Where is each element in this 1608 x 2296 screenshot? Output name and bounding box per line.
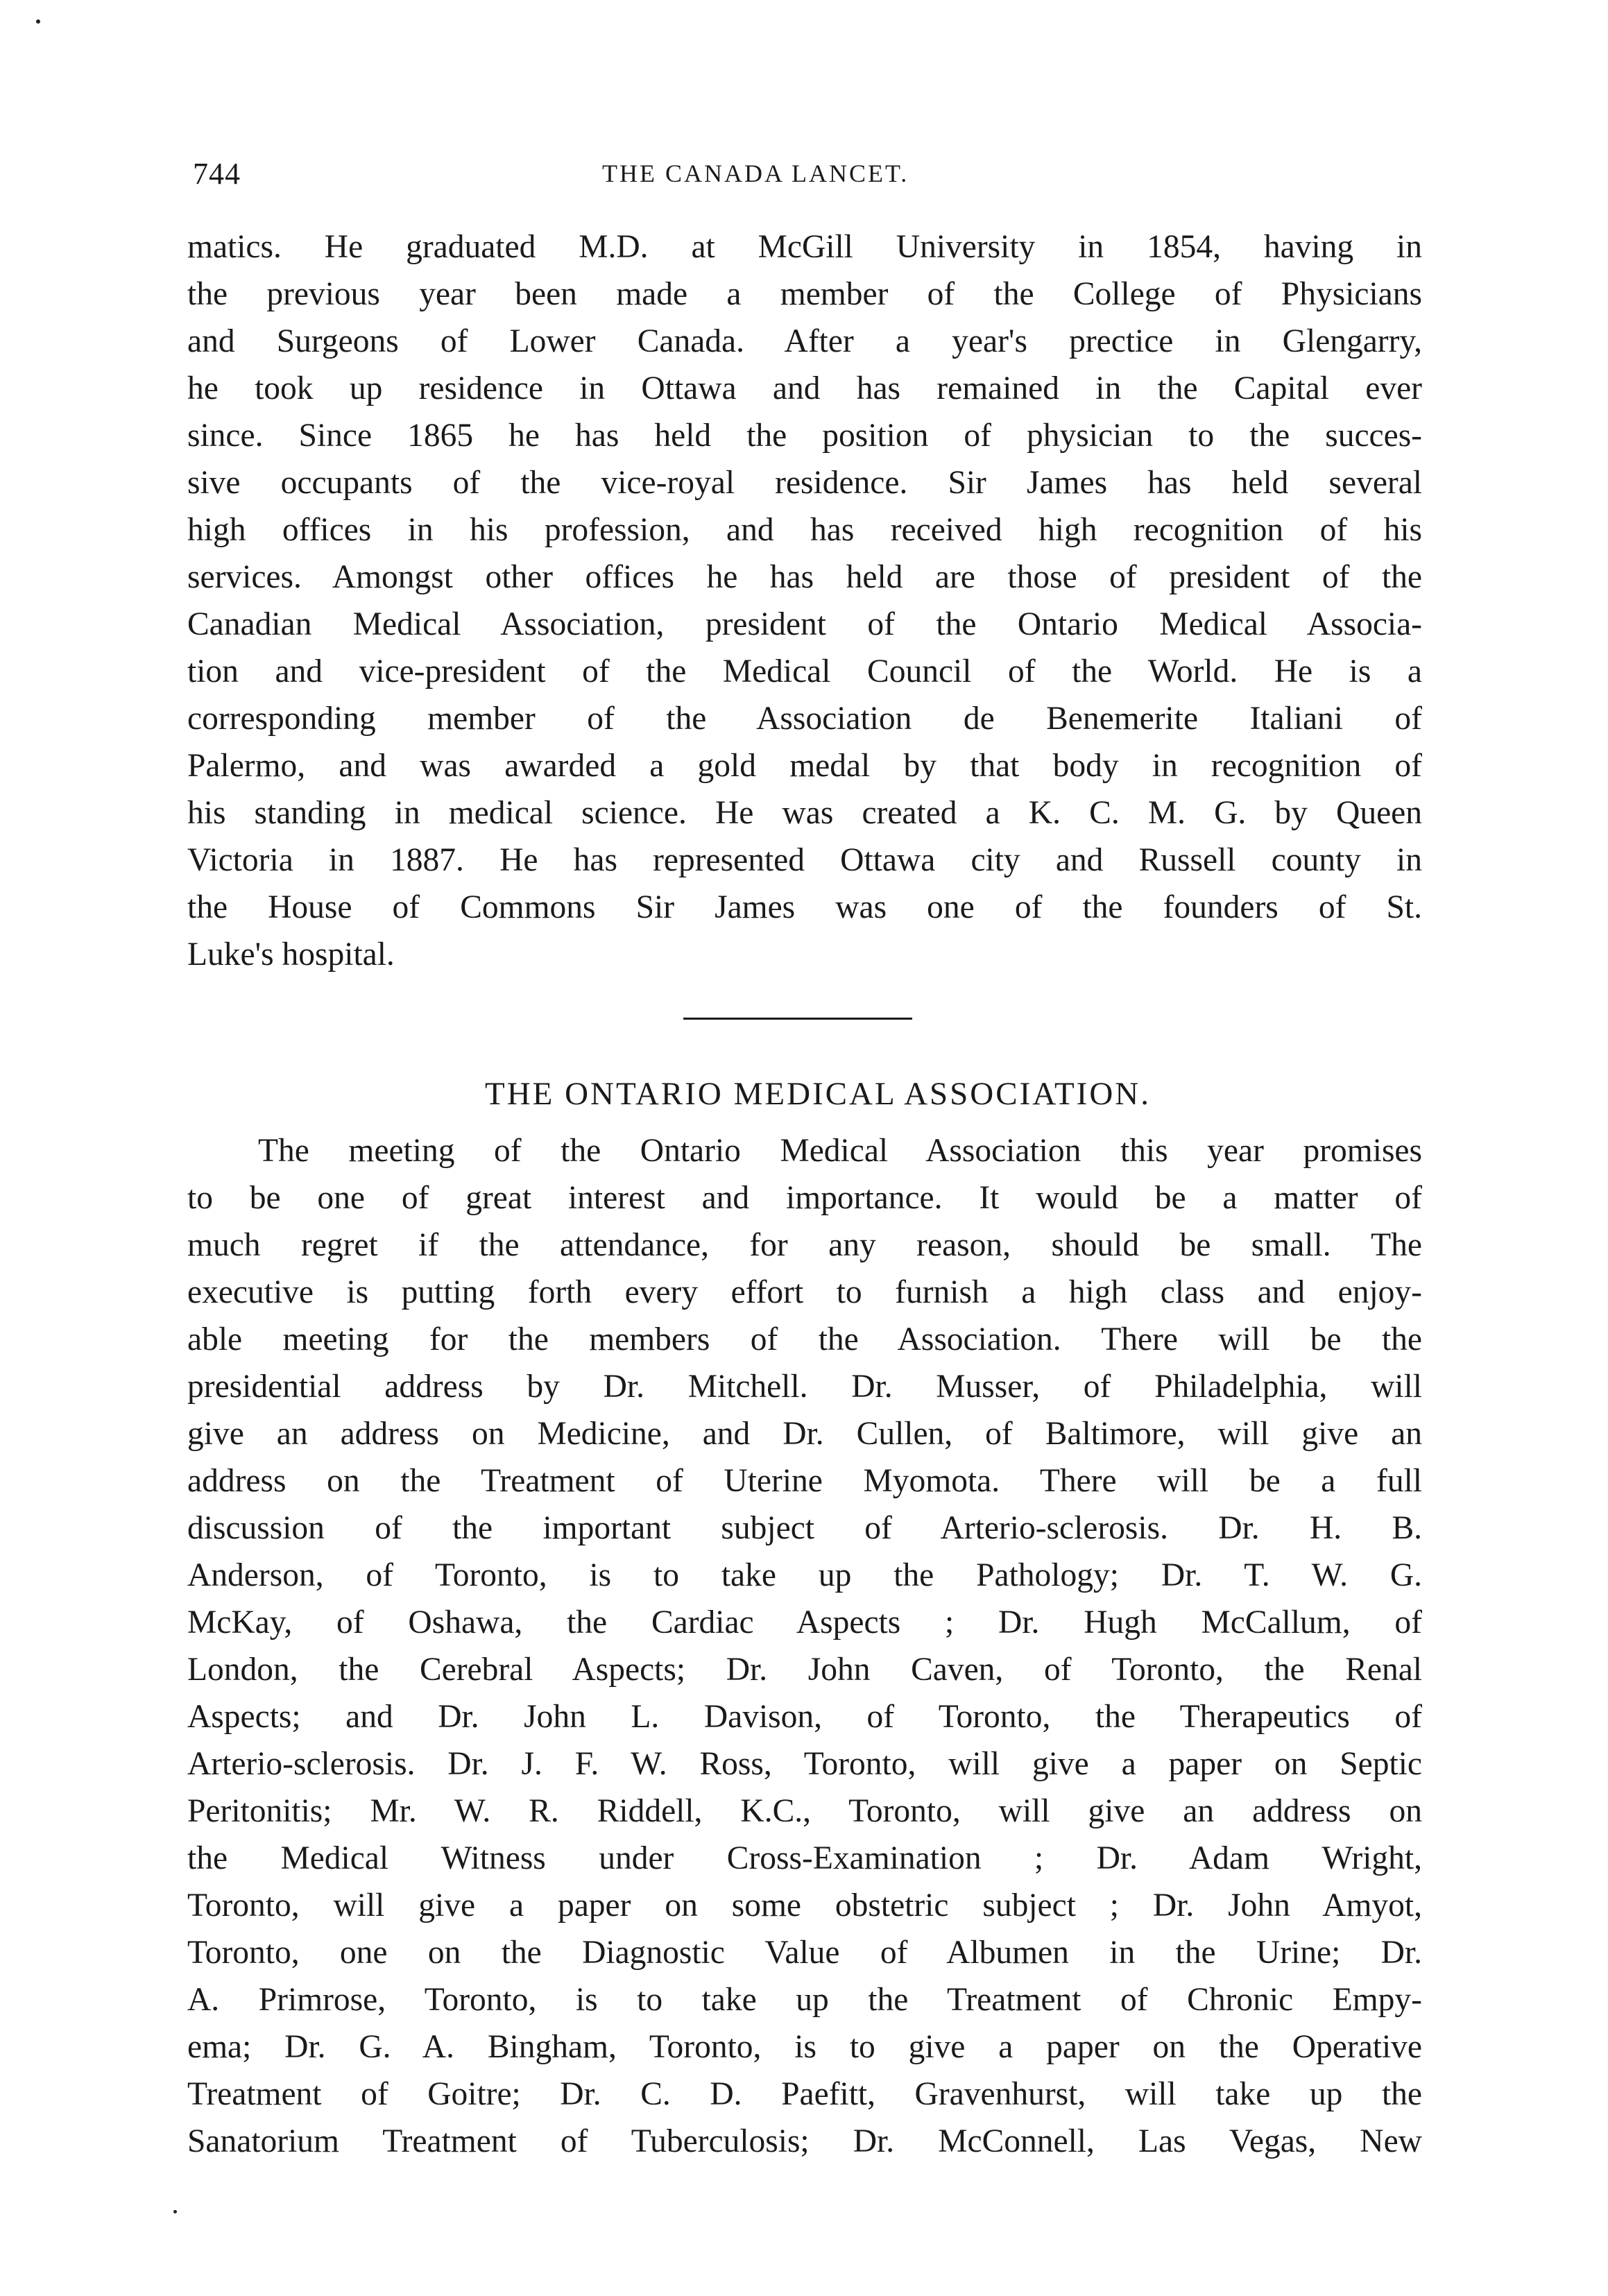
text-line: Sanatorium Treatment of Tuberculosis; Dr. McConnell, Las Vegas, New [187, 2123, 1422, 2159]
print-speck-top [36, 19, 40, 24]
text-line: McKay, of Oshawa, the Cardiac Aspects ; Dr. Hugh McCallum, of [187, 1604, 1422, 1640]
text-line: his standing in medical science. He was created a K. C. M. G. by Queen [187, 795, 1422, 831]
text-line: to be one of great interest and importance. It would be a matter of [187, 1180, 1422, 1216]
text-line: the Medical Witness under Cross-Examination ; Dr. Adam Wright, [187, 1840, 1422, 1876]
text-line: matics. He graduated M.D. at McGill University in 1854, having in [187, 229, 1422, 265]
text-line: A. Primrose, Toronto, is to take up the Treatment of Chronic Empy- [187, 1982, 1422, 2018]
text-line: Canadian Medical Association, president of the Ontario Medical Associa- [187, 606, 1422, 642]
page-header [193, 156, 1407, 198]
text-line: ema; Dr. G. A. Bingham, Toronto, is to give a paper on the Operative [187, 2029, 1422, 2065]
text-line: sive occupants of the vice-royal residence. Sir James has held several [187, 465, 1422, 501]
text-line: the House of Commons Sir James was one of the founders of St. [187, 889, 1422, 925]
text-line: address on the Treatment of Uterine Myomota. There will be a full [187, 1463, 1422, 1499]
text-line: presidential address by Dr. Mitchell. Dr. Musser, of Philadelphia, will [187, 1369, 1422, 1405]
text-line: tion and vice-president of the Medical Council of the World. He is a [187, 653, 1422, 689]
text-line: Palermo, and was awarded a gold medal by that body in recognition of [187, 748, 1422, 784]
section-divider [683, 1018, 912, 1020]
text-line: he took up residence in Ottawa and has remained in the Capital ever [187, 370, 1422, 406]
text-line: corresponding member of the Association de Benemerite Italiani of [187, 701, 1422, 737]
text-line: the previous year been made a member of the College of Physicians [187, 276, 1422, 312]
running-head: THE CANADA LANCET. [602, 160, 909, 187]
text-line: Luke's hospital. [187, 936, 395, 973]
section-title: THE ONTARIO MEDICAL ASSOCIATION. [485, 1076, 1151, 1112]
text-line: The meeting of the Ontario Medical Association this year promises [258, 1133, 1422, 1169]
text-line: Anderson, of Toronto, is to take up the Pathology; Dr. T. W. G. [187, 1557, 1422, 1593]
text-line: Toronto, will give a paper on some obstetric subject ; Dr. John Amyot, [187, 1887, 1422, 1924]
text-line: Arterio-sclerosis. Dr. J. F. W. Ross, Toronto, will give a paper on Septic [187, 1746, 1422, 1782]
page-number: 744 [193, 157, 241, 191]
text-line: high offices in his profession, and has received high recognition of his [187, 512, 1422, 548]
text-line: and Surgeons of Lower Canada. After a year's prectice in Glengarry, [187, 323, 1422, 359]
text-line: much regret if the attendance, for any reason, should be small. The [187, 1227, 1422, 1263]
text-line: Aspects; and Dr. John L. Davison, of Toronto, the Therapeutics of [187, 1699, 1422, 1735]
text-line: Victoria in 1887. He has represented Ottawa city and Russell county in [187, 842, 1422, 878]
text-line: services. Amongst other offices he has held are those of president of the [187, 559, 1422, 595]
text-line: discussion of the important subject of Arterio-sclerosis. Dr. H. B. [187, 1510, 1422, 1546]
text-line: since. Since 1865 he has held the position of physician to the succes- [187, 418, 1422, 454]
text-line: give an address on Medicine, and Dr. Cullen, of Baltimore, will give an [187, 1416, 1422, 1452]
text-line: executive is putting forth every effort to furnish a high class and enjoy- [187, 1274, 1422, 1310]
text-line: able meeting for the members of the Association. There will be the [187, 1321, 1422, 1357]
section-paragraph [187, 1127, 1422, 2165]
print-speck-bottom [173, 2210, 177, 2213]
text-line: Treatment of Goitre; Dr. C. D. Paefitt, Gravenhurst, will take up the [187, 2076, 1422, 2112]
continued-paragraph [187, 223, 1422, 978]
text-line: Toronto, one on the Diagnostic Value of Albumen in the Urine; Dr. [187, 1935, 1422, 1971]
text-line: Peritonitis; Mr. W. R. Riddell, K.C., Toronto, will give an address on [187, 1793, 1422, 1829]
text-line: London, the Cerebral Aspects; Dr. John Caven, of Toronto, the Renal [187, 1652, 1422, 1688]
